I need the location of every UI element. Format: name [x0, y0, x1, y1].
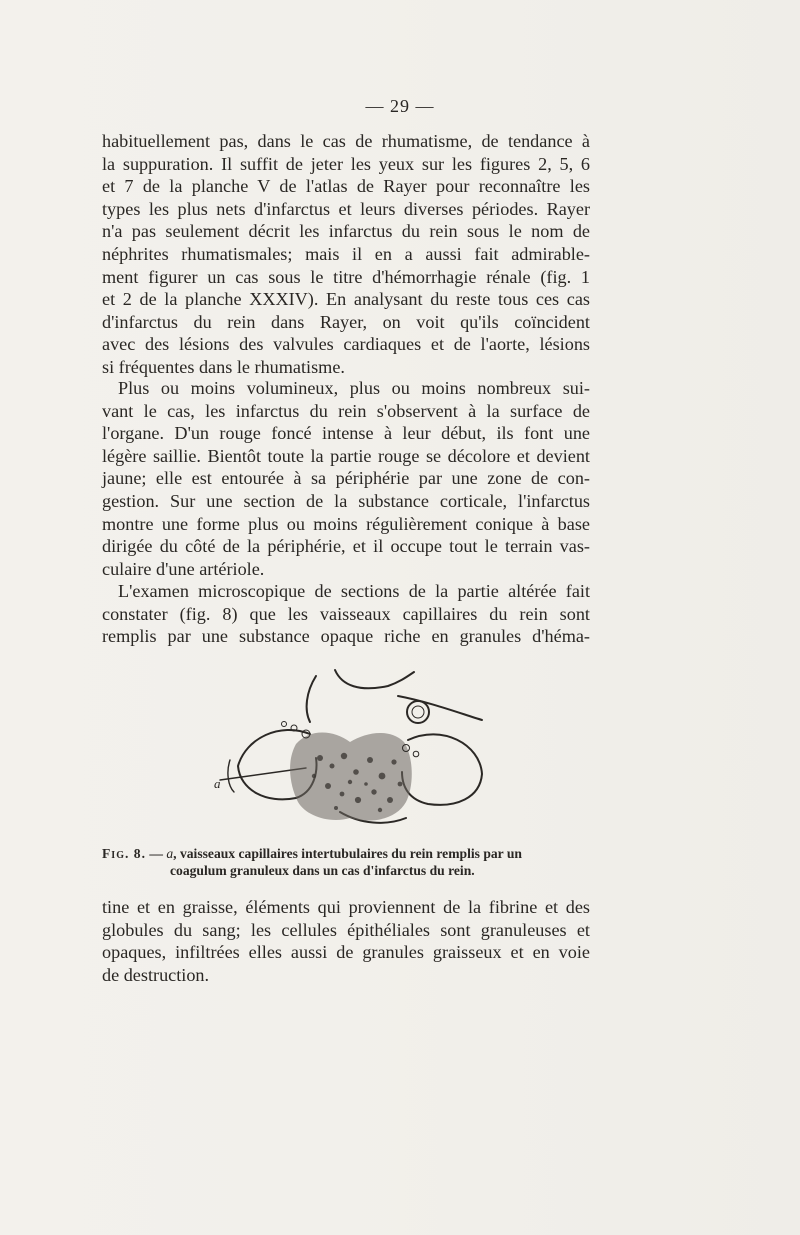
caption-fig-number: Fig. 8. — [102, 846, 146, 861]
text-line: n'a pas seulement décrit les infarctus du rein sous le nom de — [102, 221, 590, 242]
text-line: de destruction. — [102, 964, 210, 985]
text-line: habituellement pas, dans le cas de rhumatisme, de tendance à — [102, 131, 590, 151]
figure-label-a: a — [214, 776, 221, 791]
paragraph-1 — [102, 130, 590, 379]
paragraph-4 — [102, 896, 590, 986]
figure-caption — [102, 845, 590, 879]
page-number: — 29 — — [365, 96, 435, 116]
text-line: vant le cas, les infarctus du rein s'observent à la surface de — [102, 400, 590, 421]
caption-text-1: , vaisseaux capillaires intertubulaires du rein remplis par un — [173, 846, 522, 861]
caption-line-1 — [102, 845, 590, 862]
paragraph-3 — [102, 580, 590, 648]
text-line: la suppuration. Il suffit de jeter les yeux sur les figures 2, 5, 6 — [102, 153, 590, 174]
caption-letter: a — [166, 846, 174, 861]
text-line: gestion. Sur une section de la substance corticale, l'infarctus — [102, 490, 590, 511]
text-line: types les plus nets d'infarctus et leurs diverses périodes. Rayer — [102, 198, 590, 219]
figure-8-illustration — [210, 662, 500, 842]
text-line: légère saillie. Bientôt toute la partie rouge se décolore et devient — [102, 445, 590, 466]
text-line: et 2 de la planche XXXIV). En analysant du reste tous ces cas — [102, 289, 590, 310]
text-line: L'examen microscopique de sections de la partie altérée fait — [118, 581, 590, 601]
caption-dash: — — [145, 846, 167, 861]
paragraph-2 — [102, 377, 590, 580]
text-line: tine et en graisse, éléments qui proviennent de la fibrine et des — [102, 897, 590, 917]
text-line: constater (fig. 8) que les vaisseaux capillaires du rein sont — [102, 603, 590, 624]
text-line: globules du sang; les cellules épithéliales sont granuleuses et — [102, 919, 590, 940]
text-line: néphrites rhumatismales; mais il en a aussi fait admirable- — [102, 243, 590, 264]
text-line: jaune; elle est entourée à sa périphérie par une zone de con- — [102, 468, 590, 489]
text-line: d'infarctus du rein dans Rayer, on voit qu'ils coïncident — [102, 311, 590, 332]
text-line: ment figurer un cas sous le titre d'hémorrhagie rénale (fig. 1 — [102, 266, 590, 287]
text-line: l'organe. D'un rouge foncé intense à leur début, ils font une — [102, 423, 590, 444]
text-line: opaques, infiltrées elles aussi de granules graisseux et en voie — [102, 942, 590, 963]
text-line: remplis par une substance opaque riche en granules d'héma- — [102, 626, 590, 647]
text-line: culaire d'une artériole. — [102, 558, 265, 579]
caption-line-2: coagulum granuleux dans un cas d'infarctus du rein. — [170, 863, 475, 878]
text-line: montre une forme plus ou moins régulièrement conique à base — [102, 513, 590, 534]
text-line: Plus ou moins volumineux, plus ou moins nombreux sui- — [118, 378, 590, 398]
text-line: avec des lésions des valvules cardiaques et de l'aorte, lésions — [102, 334, 590, 355]
text-line: dirigée du côté de la périphérie, et il occupe tout le terrain vas- — [102, 536, 590, 557]
text-line: et 7 de la planche V de l'atlas de Rayer pour reconnaître les — [102, 176, 590, 197]
text-line: si fréquentes dans le rhumatisme. — [102, 356, 345, 377]
